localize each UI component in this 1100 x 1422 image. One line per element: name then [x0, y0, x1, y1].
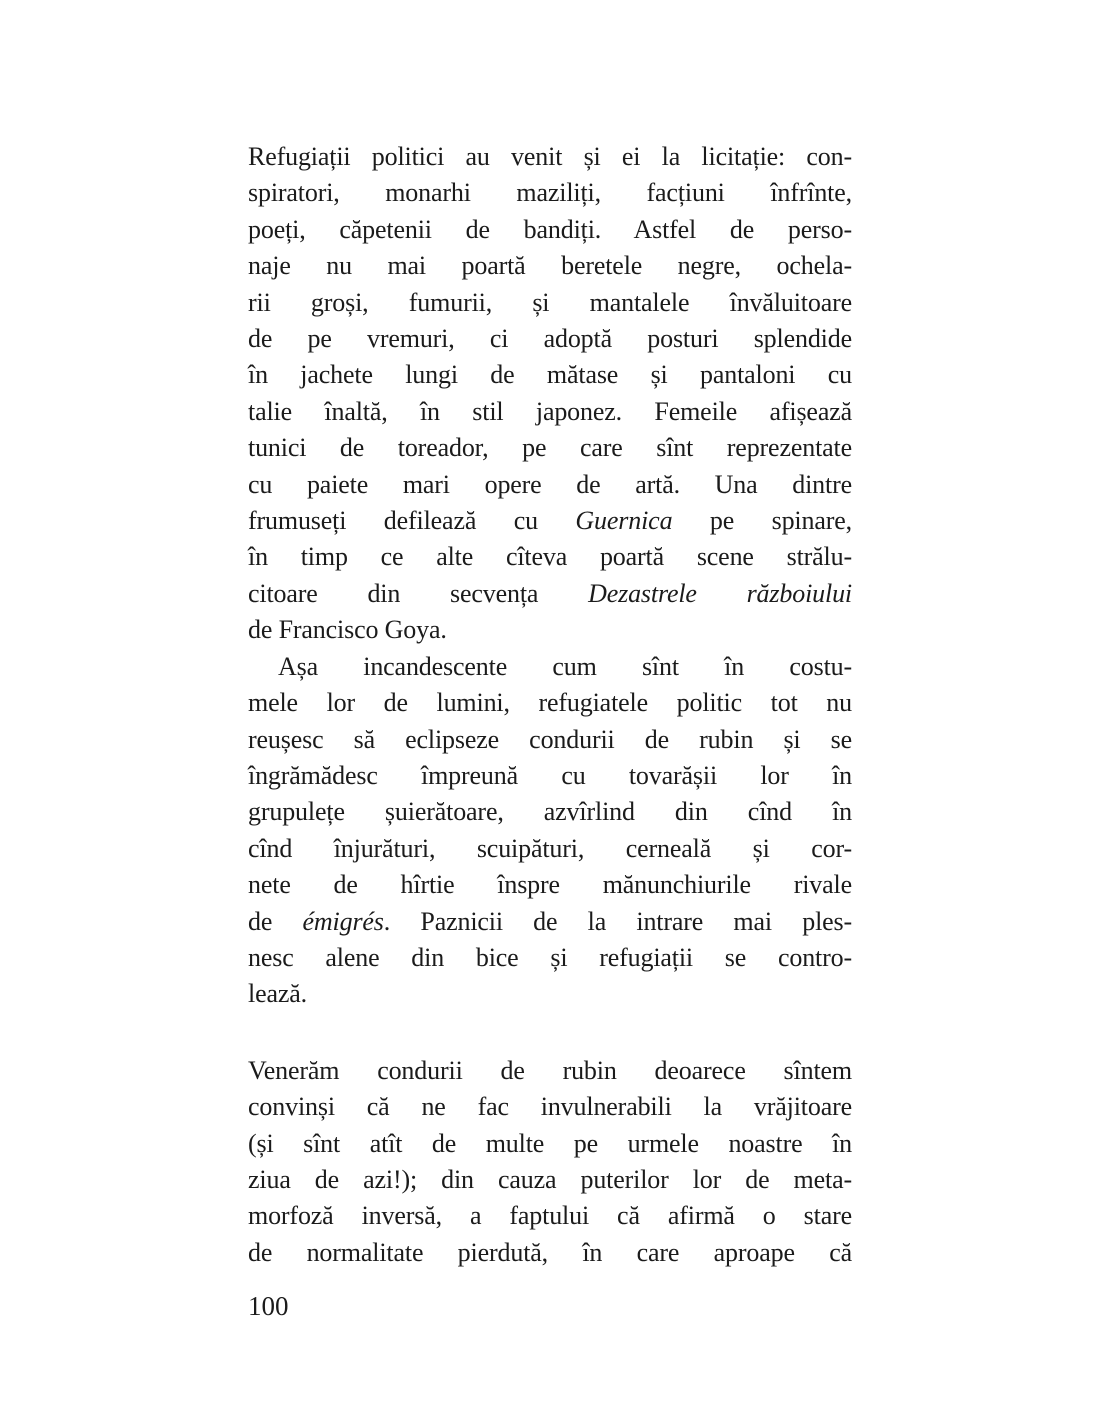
text-segment: lează. [248, 979, 307, 1009]
text-line [248, 175, 852, 211]
text-segment: Venerăm condurii de rubin deoarece sîntem [248, 1055, 852, 1085]
text-line [248, 976, 852, 1012]
text-line [248, 758, 852, 794]
page-number: 100 [248, 1291, 289, 1321]
text-segment: rii groși, fumurii, și mantalele învăluitoare [248, 287, 852, 317]
text-line [248, 1126, 852, 1162]
text-segment: reușesc să eclipseze condurii de rubin și se [248, 724, 852, 754]
text-line [248, 685, 852, 721]
text-segment: cu paiete mari opere de artă. Una dintre [248, 469, 852, 499]
body-text [248, 139, 852, 1271]
text-line [248, 539, 852, 575]
text-line [248, 576, 852, 612]
text-line [248, 1162, 852, 1198]
text-segment: ziua de azi!); din cauza puterilor lor de meta- [248, 1164, 852, 1194]
text-segment: nete de hîrtie înspre mănunchiurile rivale [248, 870, 852, 900]
text-segment: grupulețe șuierătoare, azvîrlind din cînd în [248, 797, 852, 827]
text-segment: Așa incandescente cum sînt în costu- [278, 651, 852, 681]
text-line [248, 867, 852, 903]
paragraph-gap [248, 1013, 852, 1053]
text-line [248, 430, 852, 466]
text-line [248, 139, 852, 175]
text-segment: mele lor de lumini, refugiatele politic tot nu [248, 688, 852, 718]
text-segment: de normalitate pierdută, în care aproape că [248, 1237, 852, 1267]
text-segment: Refugiații politici au venit și ei la licitație: con- [248, 142, 852, 171]
text-segment: . Paznicii de la intrare mai ples- [383, 906, 853, 936]
text-segment: spiratori, monarhi maziliți, facțiuni înfrînte, [248, 178, 852, 208]
text-line [248, 321, 852, 357]
text-line [248, 212, 852, 248]
text-line [248, 904, 852, 940]
text-line [248, 940, 852, 976]
text-segment: (și sînt atît de multe pe urmele noastre în [248, 1128, 852, 1158]
text-segment: tunici de toreador, pe care sînt reprezentate [248, 433, 852, 463]
text-line [248, 1053, 852, 1089]
text-line [248, 612, 852, 648]
text-line [248, 722, 852, 758]
text-line [248, 1198, 852, 1234]
text-line [248, 649, 852, 685]
text-segment: citoare din secvența [248, 578, 589, 608]
text-segment: morfoză inversă, a faptului că afirmă o stare [248, 1201, 852, 1231]
italic-text-segment: émigrés [302, 906, 384, 936]
text-line [248, 503, 852, 539]
text-segment: în jachete lungi de mătase și pantaloni cu [248, 360, 852, 390]
text-segment: cînd înjurături, scuipături, cerneală și cor- [248, 833, 852, 863]
text-segment: naje nu mai poartă beretele negre, ochela- [248, 251, 852, 281]
text-line [248, 394, 852, 430]
text-segment: nesc alene din bice și refugiații se contro- [248, 942, 852, 972]
text-line [248, 1089, 852, 1125]
italic-text-segment: Guernica [575, 506, 673, 536]
text-segment: poeți, căpetenii de bandiți. Astfel de perso- [248, 214, 852, 244]
text-line [248, 248, 852, 284]
text-segment: pe spinare, [672, 506, 852, 536]
text-line [248, 357, 852, 393]
text-line [248, 1235, 852, 1271]
text-segment: talie înaltă, în stil japonez. Femeile afișează [248, 396, 852, 426]
text-segment: îngrămădesc împreună cu tovarășii lor în [248, 760, 852, 790]
italic-text-segment: Dezastrele războiului [588, 578, 852, 608]
text-segment: convinși că ne fac invulnerabili la vrăjitoare [248, 1092, 852, 1122]
text-segment: de pe vremuri, ci adoptă posturi splendide [248, 324, 852, 354]
text-line [248, 467, 852, 503]
text-segment: frumuseți defilează cu [248, 506, 576, 536]
text-segment: de Francisco Goya. [248, 615, 447, 645]
text-line [248, 285, 852, 321]
text-segment: în timp ce alte cîteva poartă scene strălu- [248, 542, 852, 572]
text-line [248, 794, 852, 830]
text-segment: de [248, 906, 303, 936]
text-line [248, 831, 852, 867]
